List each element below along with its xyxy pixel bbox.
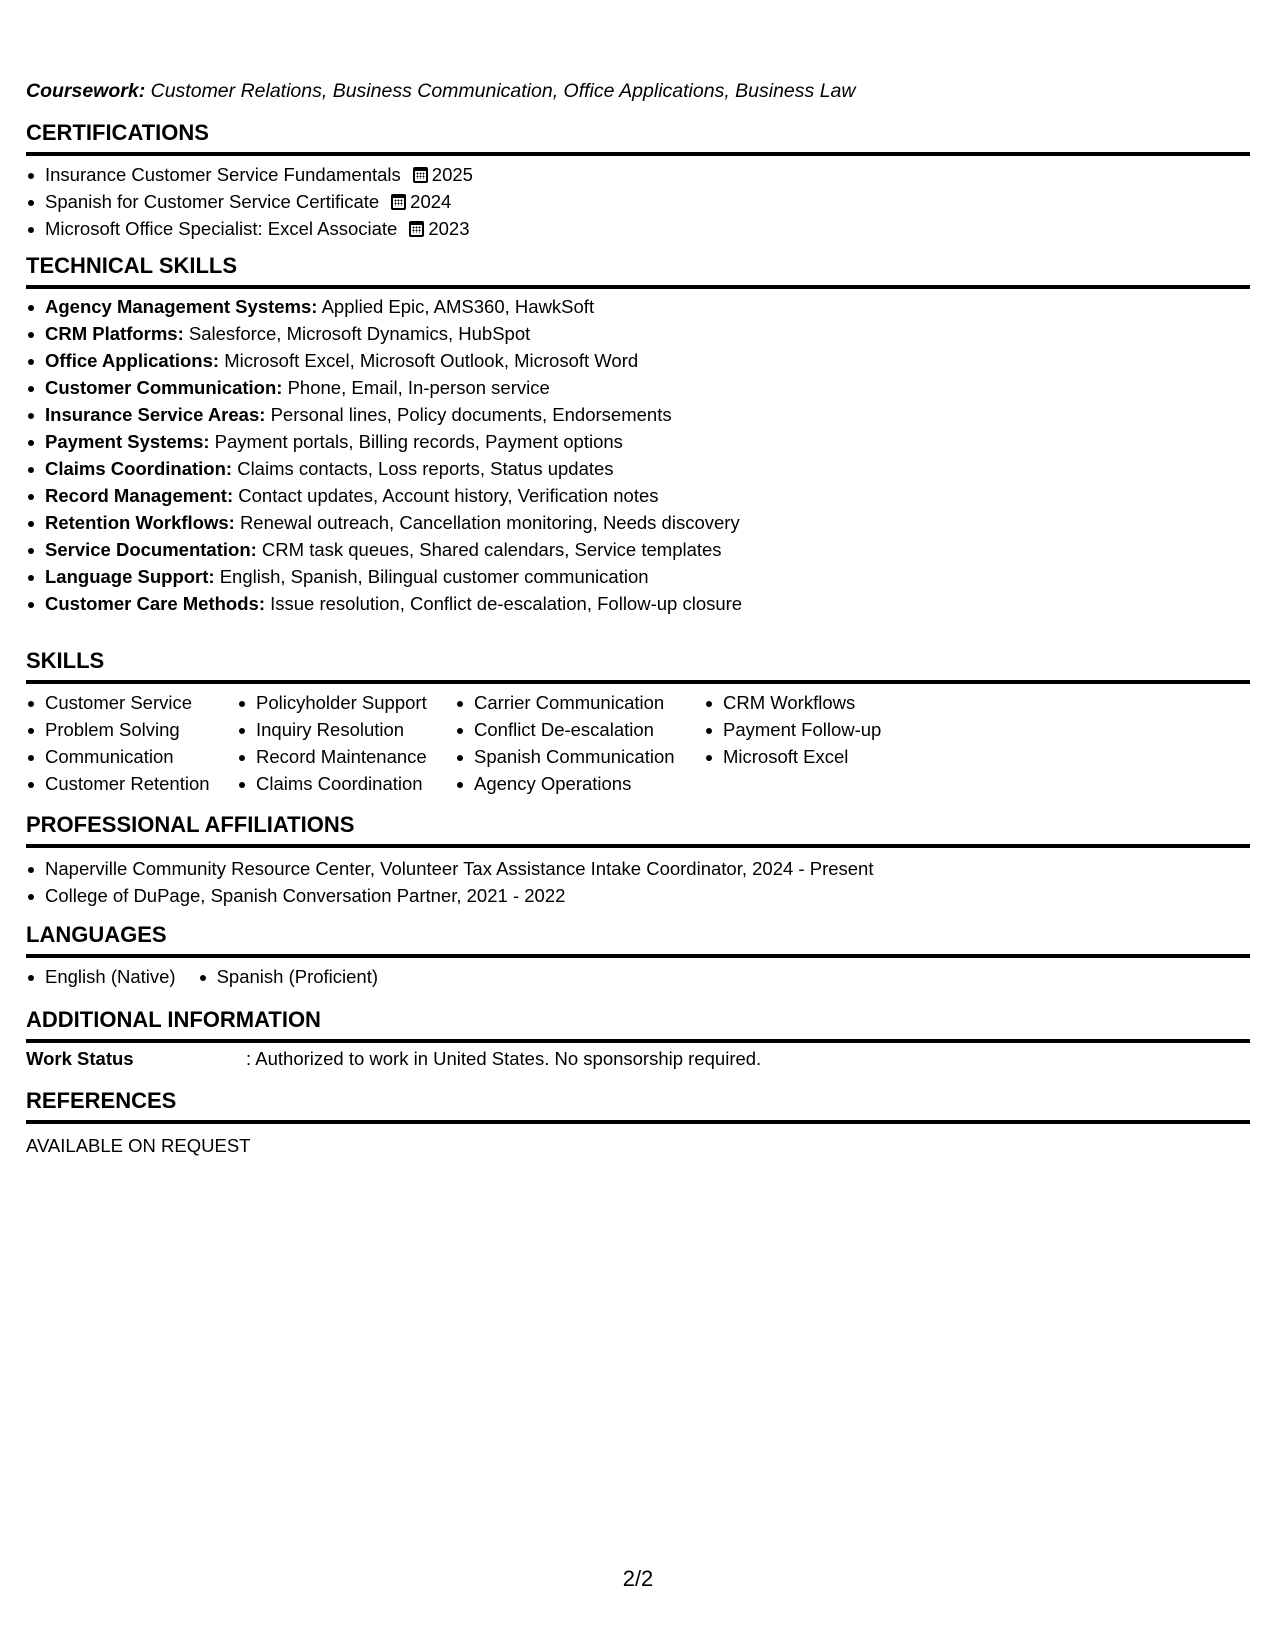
list-item: [26, 590, 1250, 617]
skill-category-value: Issue resolution, Conflict de-escalation, Follow-up closure: [270, 593, 743, 614]
skill-category-value: Salesforce, Microsoft Dynamics, HubSpot: [188, 323, 531, 344]
work-status-label: Work Status: [26, 1048, 134, 1069]
certification-name: Insurance Customer Service Fundamentals: [45, 164, 401, 185]
languages-section: [26, 922, 1250, 990]
section-heading-technical-skills: TECHNICAL SKILLS: [26, 253, 238, 278]
list-item: [26, 509, 1250, 536]
calendar-icon: [413, 167, 428, 183]
work-status-row: [26, 1045, 1250, 1072]
skill-category-value: Microsoft Excel, Microsoft Outlook, Microsoft Word: [224, 350, 639, 371]
section-heading-additional-info: ADDITIONAL INFORMATION: [26, 1007, 321, 1032]
list-item: [26, 482, 1250, 509]
technical-skills-section: [26, 253, 1250, 617]
list-item: [26, 293, 1250, 320]
section-divider: [26, 152, 1250, 156]
skill-category-value: Payment portals, Billing records, Payment options: [214, 431, 623, 452]
certification-name: Microsoft Office Specialist: Excel Associate: [45, 218, 398, 239]
section-divider: [26, 844, 1250, 848]
list-item: CRM Workflows: [704, 689, 924, 716]
resume-page: [26, 0, 1250, 1650]
list-item: [26, 161, 1250, 188]
list-item: English (Native): [26, 963, 176, 990]
skill-category-value: Renewal outreach, Cancellation monitoring, Needs discovery: [239, 512, 740, 533]
list-item: [26, 188, 1250, 215]
section-heading-affiliations: PROFESSIONAL AFFILIATIONS: [26, 812, 355, 837]
list-item: Policyholder Support: [237, 689, 455, 716]
references-text: AVAILABLE ON REQUEST: [26, 1135, 251, 1156]
list-item: Carrier Communication: [455, 689, 704, 716]
list-item: Communication: [26, 743, 237, 770]
additional-info-section: [26, 1007, 1250, 1072]
skill-category-label: Customer Care Methods:: [45, 593, 265, 614]
skill-category-value: English, Spanish, Bilingual customer communication: [219, 566, 649, 587]
section-heading-certifications: CERTIFICATIONS: [26, 120, 209, 145]
skills-column: [26, 689, 237, 797]
section-divider: [26, 285, 1250, 289]
list-item: [26, 563, 1250, 590]
list-item: Customer Service: [26, 689, 237, 716]
skill-category-label: Insurance Service Areas:: [45, 404, 266, 425]
certification-year: 2024: [410, 191, 452, 212]
coursework-line: [26, 80, 855, 103]
coursework-value: Customer Relations, Business Communication, Office Applications, Business Law: [150, 80, 856, 102]
technical-skills-list: [26, 293, 1250, 617]
section-heading-languages: LANGUAGES: [26, 922, 167, 947]
list-item: [26, 320, 1250, 347]
references-section: [26, 1088, 1250, 1159]
skill-category-value: Applied Epic, AMS360, HawkSoft: [321, 296, 595, 317]
skill-category-label: Customer Communication:: [45, 377, 283, 398]
list-item: [26, 401, 1250, 428]
section-heading-references: REFERENCES: [26, 1088, 177, 1113]
skill-category-value: CRM task queues, Shared calendars, Service templates: [261, 539, 722, 560]
certification-name: Spanish for Customer Service Certificate: [45, 191, 380, 212]
skill-category-label: Agency Management Systems:: [45, 296, 318, 317]
list-item: Agency Operations: [455, 770, 704, 797]
section-divider: [26, 954, 1250, 958]
list-item: Spanish (Proficient): [198, 963, 378, 990]
list-item: College of DuPage, Spanish Conversation Partner, 2021 - 2022: [26, 882, 1250, 909]
section-divider: [26, 1120, 1250, 1124]
skill-category-label: Language Support:: [45, 566, 215, 587]
skill-category-label: Record Management:: [45, 485, 234, 506]
list-item: [26, 215, 1250, 242]
list-item: Spanish Communication: [455, 743, 704, 770]
list-item: Record Maintenance: [237, 743, 455, 770]
skill-category-label: Payment Systems:: [45, 431, 210, 452]
languages-list: [26, 963, 1250, 990]
skills-column: [704, 689, 924, 797]
list-item: Problem Solving: [26, 716, 237, 743]
skill-category-value: Personal lines, Policy documents, Endorsements: [270, 404, 672, 425]
list-item: Inquiry Resolution: [237, 716, 455, 743]
work-status-value: : Authorized to work in United States. No sponsorship required.: [246, 1048, 762, 1069]
affiliations-section: [26, 812, 1250, 909]
skill-category-value: Claims contacts, Loss reports, Status updates: [237, 458, 614, 479]
list-item: Conflict De-escalation: [455, 716, 704, 743]
calendar-icon: [409, 221, 424, 237]
coursework-label: Coursework:: [26, 80, 146, 102]
list-item: Claims Coordination: [237, 770, 455, 797]
skills-column: [455, 689, 704, 797]
certification-year: 2023: [428, 218, 470, 239]
list-item: Microsoft Excel: [704, 743, 924, 770]
list-item: [26, 428, 1250, 455]
skill-category-label: Retention Workflows:: [45, 512, 235, 533]
section-heading-skills: SKILLS: [26, 648, 105, 673]
calendar-icon: [391, 194, 406, 210]
skill-category-label: CRM Platforms:: [45, 323, 184, 344]
skills-columns: [26, 689, 1250, 797]
skills-section: [26, 648, 1250, 797]
list-item: Customer Retention: [26, 770, 237, 797]
list-item: [26, 536, 1250, 563]
page-number: 2/2: [622, 1566, 654, 1591]
list-item: [26, 374, 1250, 401]
list-item: Naperville Community Resource Center, Volunteer Tax Assistance Intake Coordinator, 2024 - Present: [26, 855, 1250, 882]
affiliations-list: [26, 855, 1250, 909]
skill-category-label: Office Applications:: [45, 350, 220, 371]
skills-column: [237, 689, 455, 797]
certification-year: 2025: [431, 164, 473, 185]
list-item: [26, 455, 1250, 482]
skill-category-label: Service Documentation:: [45, 539, 257, 560]
certifications-list: [26, 161, 1250, 242]
skill-category-label: Claims Coordination:: [45, 458, 233, 479]
list-item: Payment Follow-up: [704, 716, 924, 743]
section-divider: [26, 680, 1250, 684]
skill-category-value: Phone, Email, In-person service: [287, 377, 550, 398]
section-divider: [26, 1039, 1250, 1043]
certifications-section: [26, 120, 1250, 242]
skill-category-value: Contact updates, Account history, Verification notes: [238, 485, 659, 506]
list-item: [26, 347, 1250, 374]
